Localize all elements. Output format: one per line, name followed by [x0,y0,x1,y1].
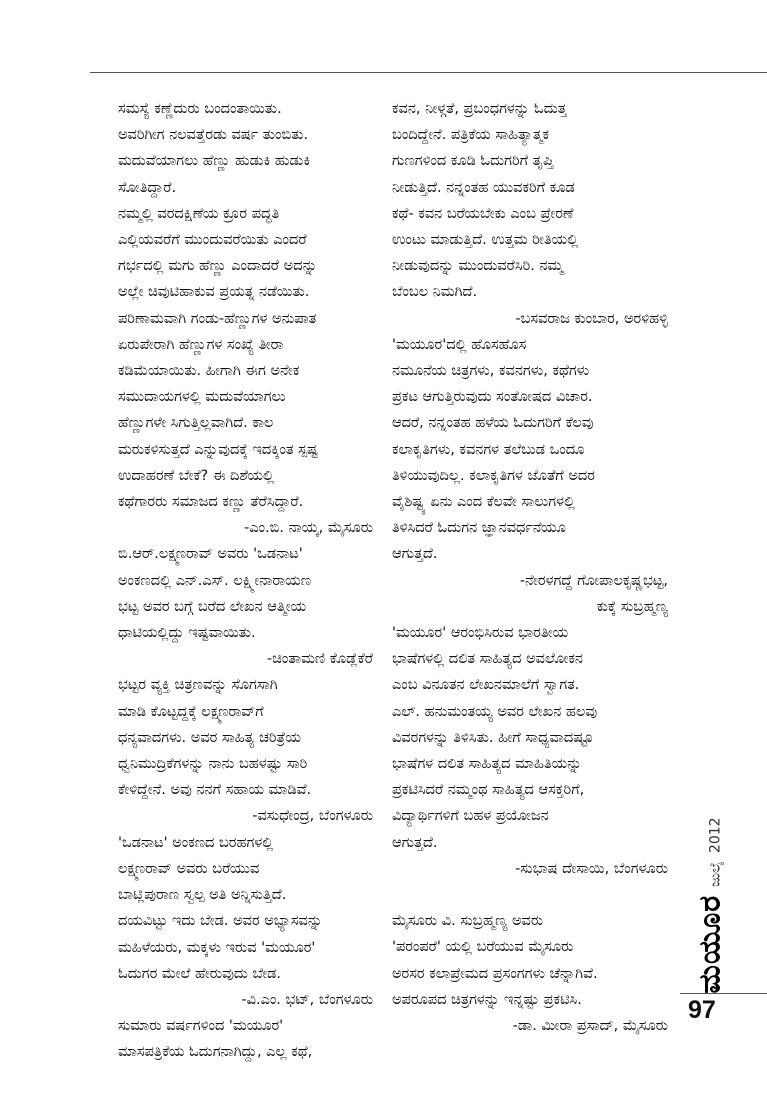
letter-text-line: ಮರುಕಳಿಸುತ್ತದೆ ಎನ್ನುವುದಕ್ಕೆ ಇದಕ್ಕಿಂತ ಸ್ಪಷ್ಟ [118,441,318,458]
letter-text-line: ಮಾಸಪತ್ರಿಕೆಯ ಓದುಗನಾಗಿದ್ದು, ಎಲ್ಲ ಕಥೆ, [118,1044,313,1061]
issue-month: ಜುಲೈ [707,860,724,887]
page-number: 97 [688,996,716,1024]
letter-signature: -ಸುಭಾಷ ದೇಸಾಯಿ, ಬೆಂಗಳೂರು [515,860,668,877]
letter-text-line: ಧಾಟಿಯಲ್ಲಿದ್ದು ಇಷ್ಟವಾಯಿತು. [118,625,256,642]
letter-text-line: ಹೆಣ್ಣುಗಳೇ ಸಿಗುತ್ತಿಲ್ಲವಾಗಿದೆ. ಕಾಲ [118,415,274,432]
letter-text-line: ಭಾಷೆಗಳಲ್ಲಿ ದಲಿತ ಸಾಹಿತ್ಯದ ಅವಲೋಕನ [392,651,583,668]
letter-text-line: ಭಾಷೆಗಳ ದಲಿತ ಸಾಹಿತ್ಯದ ಮಾಹಿತಿಯನ್ನು [392,756,582,773]
letter-text-line: ಅಲ್ಲೇ ಚಿವುಟಿಹಾಕುವ ಪ್ರಯತ್ನ ನಡೆಯಿತು. [118,284,310,301]
letter-signature: -ಚಿಂತಾಮಣಿ ಕೊಡ್ಲೆಕೆರೆ [266,651,373,668]
letter-text-line: 'ಪರಂಪರೆ' ಯಲ್ಲಿ ಬರೆಯುವ ಮೈಸೂರು [392,939,574,956]
magazine-masthead-vertical [680,816,740,994]
letter-text-line: ಅರಸರ ಕಲಾಪ್ರೇಮದ ಪ್ರಸಂಗಗಳು ಚೆನ್ನಾಗಿವೆ. [392,965,598,982]
letter-text-line: ಮಾಡಿ ಕೊಟ್ಟದ್ದಕ್ಕೆ ಲಕ್ಷ್ಮಣರಾವ್‌ಗೆ [118,703,264,720]
letter-text-line: ಕಡಿಮೆಯಾಯಿತು. ಹೀಗಾಗಿ ಈಗ ಅನೇಕ [118,363,300,380]
letter-signature: -ವಸುಧೇಂದ್ರ, ಬೆಂಗಳೂರು [252,808,373,825]
letter-text-line: ಓದುಗರ ಮೇಲೆ ಹೇರುವುದು ಬೇಡ. [118,965,281,982]
letter-text-line: ಆದರೆ, ನನ್ನಂತಹ ಹಳೆಯ ಓದುಗರಿಗೆ ಕೆಲವು [392,415,594,432]
letter-text-line: ವಿವರಗಳನ್ನು ತಿಳಿಸಿತು. ಹೀಗೆ ಸಾಧ್ಯವಾದಷ್ಟೂ [392,729,594,746]
letter-text-line: ಬಂದಿದ್ದೇನೆ. ಪತ್ರಿಕೆಯ ಸಾಹಿತ್ಯಾತ್ಮಕ [392,127,550,144]
letter-text-line: ಅಂಕಣದಲ್ಲಿ ಎನ್.ಎಸ್. ಲಕ್ಷ್ಮೀನಾರಾಯಣ [118,572,311,589]
letter-text-line: 'ಮಯೂರ'ದಲ್ಲಿ ಹೊಸಹೊಸ [392,336,527,353]
letter-text-line: ಪ್ರಕಟ ಆಗುತ್ತಿರುವುದು ಸಂತೋಷದ ವಿಚಾರ. [392,389,593,406]
letter-text-line: ಲಕ್ಷ್ಮಣರಾವ್ ಅವರು ಬರೆಯುವ [118,860,260,877]
letter-text-line: ಮಹಿಳೆಯರು, ಮಕ್ಕಳು ಇರುವ 'ಮಯೂರ' [118,939,316,956]
letter-text-line: ಎಲ್ಲಿಯವರೆಗೆ ಮುಂದುವರೆಯಿತು ಎಂದರೆ [118,232,307,249]
letter-text-line: ಪ್ರಕಟಿಸಿದರೆ ನಮ್ಮಂಥ ಸಾಹಿತ್ಯದ ಆಸಕ್ತರಿಗೆ, [392,782,585,799]
letter-text-line: ಆಗುತ್ತದೆ. [392,834,438,851]
letter-text-line: ಸೋತಿದ್ದಾರೆ. [118,179,177,196]
letter-text-line: ಕಲಾಕೃತಿಗಳು, ಕವನಗಳ ತಲೆಬುಡ ಒಂದೂ [392,441,585,458]
letter-text-line: ನಮೂನೆಯ ಚಿತ್ರಗಳು, ಕವನಗಳು, ಕಥೆಗಳು [392,363,590,380]
letter-text-line: ಎಲ್. ಹನುಮಂತಯ್ಯ ಅವರ ಲೇಖನ ಹಲವು [392,703,598,720]
letter-text-line: ಏರುಪೇರಾಗಿ ಹೆಣ್ಣುಗಳ ಸಂಖ್ಯೆ ತೀರಾ [118,336,284,353]
letter-text-line: ಅಪರೂಪದ ಚಿತ್ರಗಳನ್ನು ಇನ್ನಷ್ಟು ಪ್ರಕಟಿಸಿ. [392,991,582,1008]
letter-text-line: ಗರ್ಭದಲ್ಲಿ ಮಗು ಹೆಣ್ಣು ಎಂದಾದರೆ ಅದನ್ನು [118,258,318,275]
right-column [392,96,668,1039]
top-rule [90,72,767,73]
letter-text-line: ಮೈಸೂರು ವಿ. ಸುಬ್ರಹ್ಮಣ್ಯ ಅವರು [392,913,544,930]
letter-signature: -ವಿ.ಎಂ. ಭಟ್, ಬೆಂಗಳೂರು [241,991,373,1008]
left-column [118,96,373,1066]
letter-signature: -ಬಸವರಾಜ ಕುಂಬಾರ, ಅರಳಿಹಳ್ಳಿ [515,310,668,327]
magazine-name: ಮಯೂರ [692,894,728,994]
letter-text-line: ಅವರಿಗೀಗ ನಲವತ್ತೆರಡು ವರ್ಷ ತುಂಬಿತು. [118,127,309,144]
issue-year: 2012 [707,816,724,853]
letter-text-line: ಕೇಳಿದ್ದೇನೆ. ಅವು ನನಗೆ ಸಹಾಯ ಮಾಡಿವೆ. [118,782,312,799]
letter-text-line: ವಿದ್ಯಾರ್ಥಿಗಳಿಗೆ ಬಹಳ ಪ್ರಯೋಜನ [392,808,549,825]
letter-text-line: ಆಗುತ್ತದೆ. [392,546,438,563]
letter-text-line: ಬೆಂಬಲ ನಿಮಗಿದೆ. [392,284,478,301]
letter-signature: -ಎಂ.ಬಿ. ನಾಯ್ಕ, ಮೈಸೂರು [244,520,373,537]
letter-text-line: 'ಒಡನಾಟ' ಅಂಕಣದ ಬರಹಗಳಲ್ಲಿ [118,834,274,851]
letter-signature: -ನೇರಳಗದ್ದೆ ಗೋಪಾಲಕೃಷ್ಣಭಟ್ಟ, [519,572,668,589]
letter-signature: -ಡಾ. ಮೀರಾ ಪ್ರಸಾದ್, ಮೈಸೂರು [512,1017,668,1034]
letter-text-line: ನೀಡುತ್ತಿದೆ. ನನ್ನಂತಹ ಯುವಕರಿಗೆ ಕೂಡ [392,179,575,196]
footer-rule [680,993,767,994]
letter-text-line: ನೀಡುವುದನ್ನು ಮುಂದುವರೆಸಿರಿ. ನಮ್ಮ [392,258,564,275]
letter-text-line: ಪರಿಣಾಮವಾಗಿ ಗಂಡು-ಹೆಣ್ಣುಗಳ ಅನುಪಾತ [118,310,317,327]
letter-text-line: ಕಥೆ- ಕವನ ಬರೆಯಬೇಕು ಎಂಬ ಪ್ರೇರಣೆ [392,205,574,222]
letter-text-line: ಎಂಬ ವಿನೂತನ ಲೇಖನಮಾಲೆಗೆ ಸ್ವಾಗತ. [392,677,580,694]
letter-text-line: ಧನ್ಯವಾದಗಳು. ಅವರ ಸಾಹಿತ್ಯ ಚರಿತ್ರೆಯ [118,729,301,746]
letter-text-line: ಧ್ವನಿಮುದ್ರಿಕೆಗಳನ್ನು ನಾನು ಬಹಳಷ್ಟು ಸಾರಿ [118,756,308,773]
letter-text-line: ಭಟ್ಟರ ವ್ಯಕ್ತಿ ಚಿತ್ರಣವನ್ನು ಸೊಗಸಾಗಿ [118,677,278,694]
letter-text-line: 'ಮಯೂರ' ಆರಂಭಿಸಿರುವ ಭಾರತೀಯ [392,625,569,642]
letter-text-line: ಕಥೆಗಾರರು ಸಮಾಜದ ಕಣ್ಣು ತೆರೆಸಿದ್ದಾರೆ. [118,494,304,511]
letter-text-line: ಉದಾಹರಣೆ ಬೇಕೆ? ಈ ದಿಶೆಯಲ್ಲಿ [118,467,274,484]
letter-text-line: ಗುಣಗಳಿಂದ ಕೂಡಿ ಓದುಗರಿಗೆ ತೃಪ್ತಿ [392,153,554,170]
letter-text-line: ಕವನ, ನೀಳ್ಗತೆ, ಪ್ರಬಂಧಗಳನ್ನು ಓದುತ್ತ [392,101,567,117]
letter-text-line: ನಮ್ಮಲ್ಲಿ ವರದಕ್ಷಿಣೆಯ ಕ್ರೂರ ಪದ್ಧತಿ [118,205,280,222]
letter-text-line: ತಿಳಿಯುವುದಿಲ್ಲ. ಕಲಾಕೃತಿಗಳ ಜೊತೆಗೆ ಅದರ [392,467,595,484]
letter-text-line: ಸುಮಾರು ವರ್ಷಗಳಿಂದ 'ಮಯೂರ' [118,1018,284,1035]
letter-text-line: ಉಂಟು ಮಾಡುತ್ತಿದೆ. ಉತ್ತಮ ರೀತಿಯಲ್ಲಿ [392,232,579,249]
letter-text-line: ತಿಳಿಸಿದರೆ ಓದುಗನ ಜ್ಞಾನವರ್ಧನೆಯೂ [392,520,566,537]
letter-text-line: ವೈಶಿಷ್ಟ್ಯ ಏನು ಎಂದ ಕೆಲವೇ ಸಾಲುಗಳಲ್ಲಿ [392,494,575,511]
letter-text-line: ಭಟ್ಟ ಅವರ ಬಗ್ಗೆ ಬರೆದ ಲೇಖನ ಆತ್ಮೀಯ [118,598,307,615]
letter-signature: ಕುಕ್ಕೆ ಸುಬ್ರಹ್ಮಣ್ಯ [596,598,668,615]
letter-text-line: ಸಮಸ್ಯೆ ಕಣ್ಣೆದುರು ಬಂದಂತಾಯಿತು. [118,101,282,117]
letter-text-line: ಬಾಟ್ಲಿಪುರಾಣ ಸ್ವಲ್ಪ ಅತಿ ಅನ್ನಿಸುತ್ತಿದೆ. [118,887,287,904]
letter-text-line: ದಯವಿಟ್ಟು ಇದು ಬೇಡ. ಅವರ ಅಭ್ಯಾಸವನ್ನು [118,913,323,930]
letter-text-line: ಬಿ.ಆರ್.ಲಕ್ಷ್ಮಣರಾವ್ ಅವರು 'ಒಡನಾಟ' [118,546,303,563]
letter-text-line: ಸಮುದಾಯಗಳಲ್ಲಿ ಮದುವೆಯಾಗಲು [118,389,286,406]
letter-text-line: ಮದುವೆಯಾಗಲು ಹೆಣ್ಣು ಹುಡುಕಿ ಹುಡುಕಿ [118,153,311,170]
